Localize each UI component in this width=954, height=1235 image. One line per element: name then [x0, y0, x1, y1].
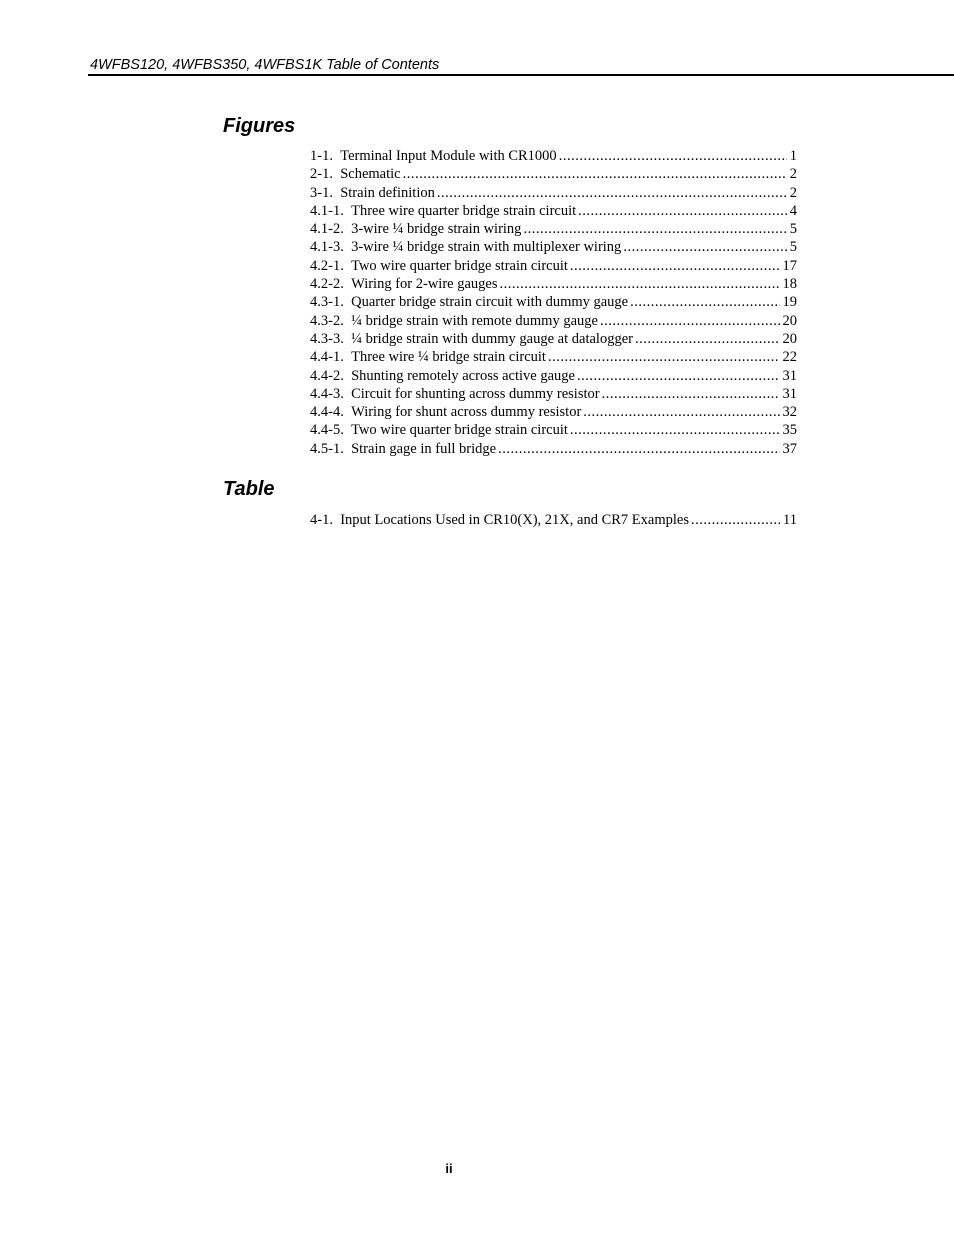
- entry-title: Two wire quarter bridge strain circuit: [351, 422, 568, 439]
- dot-leader: [548, 348, 780, 366]
- entry-page: 2: [789, 184, 797, 201]
- entry-number: 4.4-1.: [310, 349, 344, 366]
- dot-leader: [499, 275, 779, 293]
- entry-number: 4.3-2.: [310, 312, 344, 329]
- entry-page: 31: [782, 385, 797, 402]
- entry-title: 3-wire ¼ bridge strain wiring: [351, 221, 522, 238]
- entry-page: 5: [789, 221, 797, 238]
- entry-number: 4.1-3.: [310, 239, 344, 256]
- entry-number: 4.1-1.: [310, 202, 344, 219]
- entry-title: Three wire ¼ bridge strain circuit: [351, 349, 546, 366]
- figures-heading: Figures: [223, 115, 296, 137]
- entry-page: 11: [783, 512, 797, 528]
- dot-leader: [578, 202, 787, 220]
- figure-entry[interactable]: [310, 220, 797, 238]
- figure-entry[interactable]: [310, 440, 797, 458]
- entry-title: Two wire quarter bridge strain circuit: [351, 257, 568, 274]
- entry-title: Quarter bridge strain circuit with dummy gauge: [351, 294, 629, 311]
- figures-list: [310, 147, 797, 458]
- entry-number: 4.3-1.: [310, 294, 344, 311]
- entry-page: 22: [782, 349, 797, 366]
- figure-entry[interactable]: [310, 385, 797, 403]
- entry-title: Schematic: [340, 166, 401, 183]
- entry-page: 19: [782, 294, 797, 311]
- dot-leader: [600, 312, 780, 330]
- entry-title: 3-wire ¼ bridge strain with multiplexer wiring: [351, 239, 622, 256]
- dot-leader: [583, 403, 779, 421]
- entry-page: 4: [789, 202, 797, 219]
- figure-entry[interactable]: [310, 421, 797, 439]
- entry-title: Circuit for shunting across dummy resistor: [351, 385, 600, 402]
- entry-number: 4-1.: [310, 512, 333, 528]
- entry-page: 37: [782, 440, 797, 457]
- entry-number: 4.3-3.: [310, 330, 344, 347]
- entry-page: 18: [782, 276, 797, 293]
- entry-page: 35: [782, 422, 797, 439]
- entry-number: 3-1.: [310, 184, 333, 201]
- entry-number: 2-1.: [310, 166, 333, 183]
- dot-leader: [559, 147, 787, 165]
- entry-page: 1: [789, 148, 797, 164]
- entry-number: 4.2-1.: [310, 257, 344, 274]
- entry-page: 5: [789, 239, 797, 256]
- entry-title: Terminal Input Module with CR1000: [340, 148, 557, 164]
- figure-entry[interactable]: [310, 147, 797, 165]
- entry-page: 2: [789, 166, 797, 183]
- dot-leader: [403, 165, 787, 183]
- figure-entry[interactable]: [310, 330, 797, 348]
- entry-title: Strain gage in full bridge: [351, 440, 497, 457]
- entry-title: Strain definition: [340, 184, 435, 201]
- dot-leader: [691, 511, 780, 529]
- dot-leader: [498, 440, 779, 458]
- tables-list: [310, 511, 797, 529]
- dot-leader: [623, 238, 786, 256]
- table-entry[interactable]: [310, 511, 797, 529]
- entry-title: Input Locations Used in CR10(X), 21X, and CR7 Examples: [340, 512, 689, 528]
- entry-title: Three wire quarter bridge strain circuit: [351, 202, 577, 219]
- figure-entry[interactable]: [310, 403, 797, 421]
- entry-number: 4.5-1.: [310, 440, 344, 457]
- table-heading: Table: [223, 478, 275, 500]
- dot-leader: [630, 293, 779, 311]
- entry-title: Wiring for 2-wire gauges: [351, 276, 498, 293]
- dot-leader: [437, 184, 787, 202]
- header-rule: [88, 74, 954, 76]
- entry-number: 4.4-5.: [310, 422, 344, 439]
- entry-number: 4.1-2.: [310, 221, 344, 238]
- figure-entry[interactable]: [310, 238, 797, 256]
- figure-entry[interactable]: [310, 257, 797, 275]
- figure-entry[interactable]: [310, 275, 797, 293]
- running-header: 4WFBS120, 4WFBS350, 4WFBS1K Table of Contents: [90, 57, 440, 73]
- dot-leader: [635, 330, 780, 348]
- figure-entry[interactable]: [310, 184, 797, 202]
- figure-entry[interactable]: [310, 165, 797, 183]
- entry-title: ¼ bridge strain with remote dummy gauge: [351, 312, 598, 329]
- entry-page: 17: [782, 257, 797, 274]
- figure-entry[interactable]: [310, 348, 797, 366]
- entry-number: 4.4-4.: [310, 404, 344, 421]
- entry-number: 1-1.: [310, 148, 333, 164]
- entry-number: 4.2-2.: [310, 276, 344, 293]
- dot-leader: [577, 367, 780, 385]
- dot-leader: [602, 385, 780, 403]
- figure-entry[interactable]: [310, 312, 797, 330]
- entry-number: 4.4-2.: [310, 367, 344, 384]
- entry-page: 32: [782, 404, 797, 421]
- entry-page: 20: [782, 330, 797, 347]
- page-number: ii: [445, 1161, 453, 1176]
- entry-title: Shunting remotely across active gauge: [351, 367, 575, 384]
- figure-entry[interactable]: [310, 202, 797, 220]
- dot-leader: [570, 421, 780, 439]
- entry-title: Wiring for shunt across dummy resistor: [351, 404, 582, 421]
- dot-leader: [570, 257, 780, 275]
- entry-page: 20: [782, 312, 797, 329]
- figure-entry[interactable]: [310, 293, 797, 311]
- figure-entry[interactable]: [310, 367, 797, 385]
- entry-number: 4.4-3.: [310, 385, 344, 402]
- entry-title: ¼ bridge strain with dummy gauge at datalogger: [351, 330, 633, 347]
- dot-leader: [523, 220, 786, 238]
- entry-page: 31: [782, 367, 797, 384]
